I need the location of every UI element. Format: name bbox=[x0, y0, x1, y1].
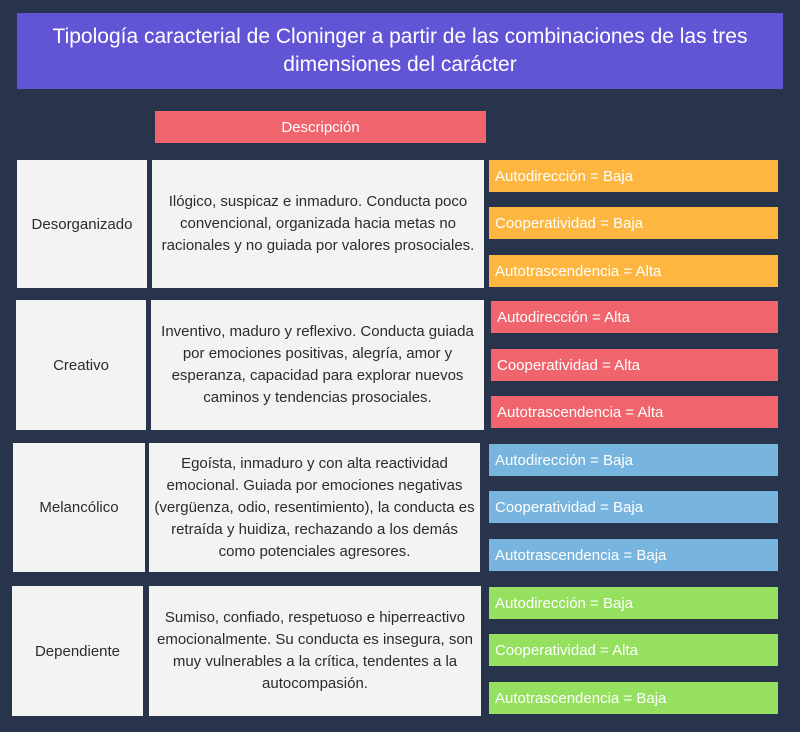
dimension-box: Autodirección = Baja bbox=[489, 587, 778, 619]
description-box-dependiente: Sumiso, confiado, respetuoso e hiperreactivo emocionalmente. Su conducta es insegura, son muy vulnerables a la crítica, tendentes a la autocompasión. bbox=[149, 586, 481, 716]
page-title: Tipología caracterial de Cloninger a partir de las combinaciones de las tres dimensiones del carácter bbox=[17, 13, 783, 89]
dimension-box: Autodirección = Baja bbox=[489, 444, 778, 476]
type-box-melancolico: Melancólico bbox=[13, 443, 145, 572]
dimension-box: Autotrascendencia = Baja bbox=[489, 682, 778, 714]
dimension-box: Autotrascendencia = Alta bbox=[491, 396, 778, 428]
dimension-box: Cooperatividad = Baja bbox=[489, 491, 778, 523]
dimension-box: Autodirección = Alta bbox=[491, 301, 778, 333]
dimension-box: Autotrascendencia = Baja bbox=[489, 539, 778, 571]
description-box-melancolico: Egoísta, inmaduro y con alta reactividad emocional. Guiada por emociones negativas (vergüenza, odio, resentimiento), la conducta es retraída y huidiza, rechazando a los demás como potenciales agresores. bbox=[149, 443, 480, 572]
dimension-box: Autotrascendencia = Alta bbox=[489, 255, 778, 287]
dimension-box: Autodirección = Baja bbox=[489, 160, 778, 192]
dimension-box: Cooperatividad = Alta bbox=[491, 349, 778, 381]
type-box-creativo: Creativo bbox=[16, 300, 146, 430]
type-box-dependiente: Dependiente bbox=[12, 586, 143, 716]
description-box-desorganizado: Ilógico, suspicaz e inmaduro. Conducta poco convencional, organizada hacia metas no racionales y no guiada por valores prosociales. bbox=[152, 160, 484, 288]
dimension-box: Cooperatividad = Alta bbox=[489, 634, 778, 666]
description-box-creativo: Inventivo, maduro y reflexivo. Conducta guiada por emociones positivas, alegría, amor y esperanza, capacidad para explorar nuevos caminos y tendencias prosociales. bbox=[151, 300, 484, 430]
type-box-desorganizado: Desorganizado bbox=[17, 160, 147, 288]
description-column-header: Descripción bbox=[155, 111, 486, 143]
dimension-box: Cooperatividad = Baja bbox=[489, 207, 778, 239]
